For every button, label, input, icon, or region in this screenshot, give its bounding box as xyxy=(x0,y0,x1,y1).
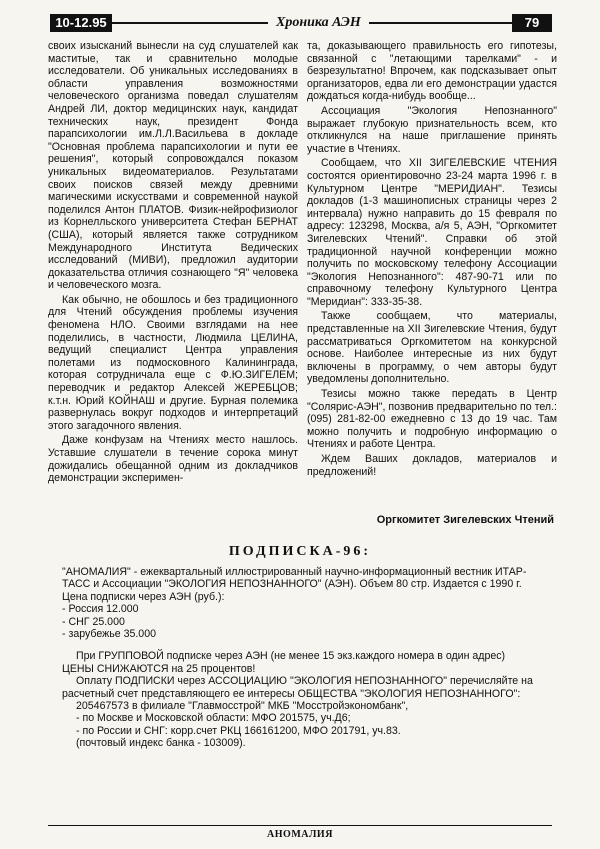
left-column xyxy=(48,40,298,487)
payment-text: Оплату ПОДПИСКИ через АССОЦИАЦИЮ "ЭКОЛОГИЯ НЕПОЗНАННОГО" перечисляйте на расчетный счет представляющего ее интересы ОБЩЕСТВА "ЭКОЛОГИЯ НЕПОЗНАННОГО": xyxy=(62,675,533,700)
footer-rule xyxy=(48,825,552,826)
subscription-block xyxy=(62,566,552,750)
right-paragraph: Тезисы можно также передать в Центр "Солярис-АЭН", позвонив предварительно по тел.: (095) 281-82-00 ежедневно с 13 до 19 час. Там можно получить и подробную информацию о Чтениях и работе Центра. xyxy=(307,388,557,451)
discount-note: ЦЕНЫ СНИЖАЮТСЯ на 25 процентов! xyxy=(62,662,256,675)
bank-line: (почтовый индекс банка - 103009). xyxy=(76,737,246,750)
left-paragraph: своих изысканий вынесли на суд слушателей как маститые, так и сравнительно молодые исследователи. Об уникальных исследованиях в области управления возможностями человеческого организма поведал слушателям Андрей ЛИ, доктор медицинских наук, кандидат технических наук, президент Фонда парапсихологии им.Л.Л.Васильева в докладе "Основная проблема парапсихологии и пути ее решения", который сопровождался показом уникальных видеоматериалов. Результатами своих поисков связей между древними магическими искусствами и современной наукой поделился Антон ПЛАТОВ. Физик-нейрофизиолог из Корнелльского университета Стефан БЕРНАТ (США), который является также сотрудником Международного Института Ведических исследований (МИВИ), предложил аудитории доказательства отличия сознающего "Я" человека и человеческого мозга. xyxy=(48,40,298,292)
footer-title: АНОМАЛИЯ xyxy=(267,829,333,840)
bank-line: 205467573 в филиале "Главмосстрой" МКБ "Мосстройэкономбанк", xyxy=(76,700,409,713)
price-item: - СНГ 25.000 xyxy=(62,615,125,628)
price-item: - зарубежье 35.000 xyxy=(62,628,156,641)
right-paragraph: та, доказывающего правильность его гипотезы, связанной с "летающими тарелками" - и безрезультатно! Впрочем, как подсказывает опыт организаторов, едва ли его демонстрации удастся дождаться когда-нибудь вообще... xyxy=(307,40,557,103)
price-heading: Цена подписки через АЭН (руб.): xyxy=(62,590,225,603)
bank-line: - по России и СНГ: корр.счет РКЦ 166161200, МФО 201791, уч.83. xyxy=(76,724,401,737)
issue-date: 10-12.95 xyxy=(50,14,112,32)
right-paragraph: Ассоциация "Экология Непознанного" выражает глубокую признательность всем, кто откликнулся на наше приглашение принять участие в Чтениях. xyxy=(307,104,557,155)
signature: Оргкомитет Зигелевских Чтений xyxy=(376,514,554,526)
right-paragraph: Также сообщаем, что материалы, представленные на XII Зигелевские Чтения, будут рассматриваться Оргкомитетом на конкурсной основе. Наиболее интересные из них будут включены в программу, о чем авторы будут уведомлены дополнительно. xyxy=(307,310,557,386)
bank-line: - по Москве и Московской области: МФО 201575, уч.Д6; xyxy=(76,712,351,725)
group-note: При ГРУППОВОЙ подписке через АЭН (не менее 15 экз.каждого номера в один адрес) xyxy=(76,650,506,663)
left-paragraph: Как обычно, не обошлось и без традиционного для Чтений обсуждения проблемы изучения феномена НЛО. Своими взглядами на нее поделились, в частности, Людмила ЦЕЛИНА, ведущий специалист Центра управления полетами из подмосковного Калининграда, которая сотрудничала еще с Ф.Ю.ЗИГЕЛЕМ; переводчик и редактор Алексей ЖЕРЕБЦОВ; к.т.н. Юрий КОЙНАШ и другие. Бурная полемика развернулась вокруг подходов и интерпретаций этого загадочного явления. xyxy=(48,293,298,432)
right-paragraph: Ждем Ваших докладов, материалов и предложений! xyxy=(307,453,557,478)
price-item: - Россия 12.000 xyxy=(62,603,139,616)
page-header xyxy=(50,14,552,32)
right-paragraph: Сообщаем, что XII ЗИГЕЛЕВСКИЕ ЧТЕНИЯ состоятся ориентировочно 23-24 марта 1996 г. в Культурном Центре "МЕРИДИАН". Тезисы докладов (1-3 машинописных страницы через 2 интервала) нужно направить до 15 февраля по адресу: 123298, Москва, а/я 5, АЭН, "Оргкомитет Зигелевских Чтений". Справки об этой традиционной научной конференции можно получить по московскому телефону Ассоциации "Экология Непознанного": 487-90-71 или по справочному телефону Культурного Центра "Меридиан": 333-35-38. xyxy=(307,157,557,308)
page-number: 79 xyxy=(512,14,552,32)
right-column xyxy=(307,40,557,480)
subscription-title: ПОДПИСКА-96: xyxy=(228,544,372,559)
left-paragraph: Даже конфузам на Чтениях место нашлось. Уставшие слушатели в течение сорока минут дожидались обещанной одним из докладчиков демонстрации эксперимен- xyxy=(48,434,298,485)
subscription-intro: "АНОМАЛИЯ" - ежеквартальный иллюстрированный научно-информационный вестник ИТАР-ТАСС и Ассоциации "ЭКОЛОГИЯ НЕПОЗНАННОГО" (АЭН). Объем 80 стр. Издается с 1990 г. xyxy=(62,566,527,591)
section-title: Хроника АЭН xyxy=(268,14,369,32)
